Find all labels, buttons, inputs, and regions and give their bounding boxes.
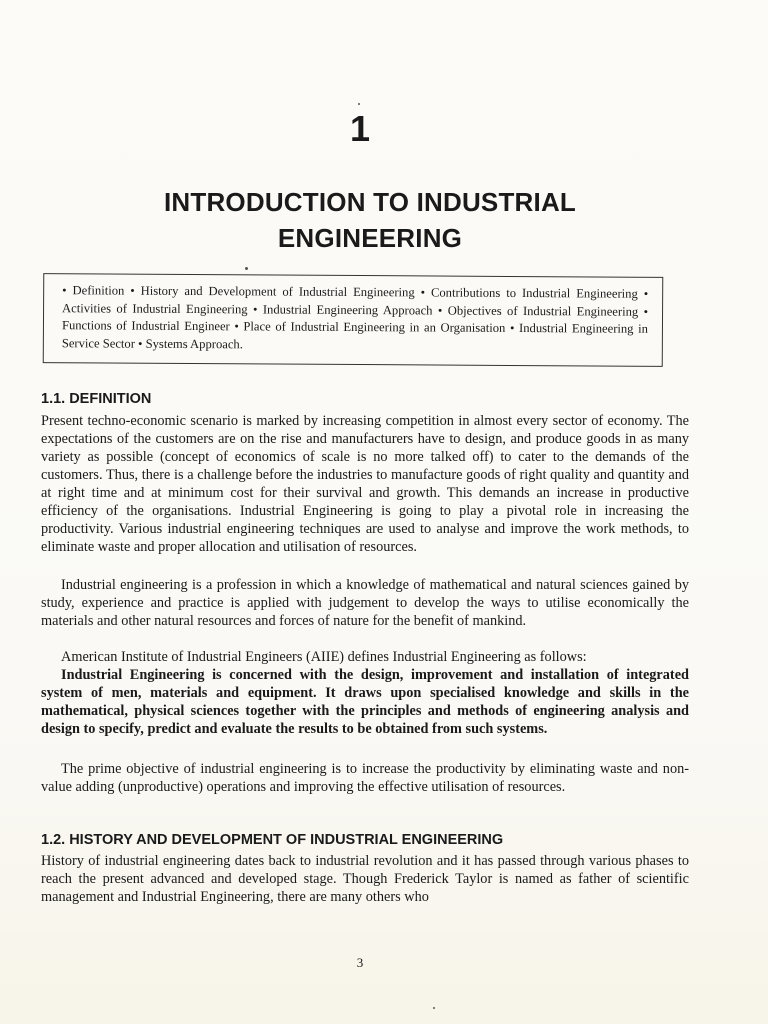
chapter-topics-box: • Definition • History and Development of Industrial Engineering • Contributions to Industrial Engineering • Activities of Industrial Engineering • Industrial Engineering Approach • Objectives of Industrial Engineering • Functions of Industrial Engineer • Place of Industrial Engineering in an Organisation • Industrial Engineering in Service Sector • Systems Approach. [43,273,664,367]
page-number: 3 [356,955,364,970]
paragraph-aiie-definition: Industrial Engineering is concerned with the design, improvement and installation of integrated system of men, materials and equipment. It draws upon specialised knowledge and skills in the mathematical, physical sciences together with the principles and methods of engineering analysis and design to specify, predict and evaluate the results to be obtained from such systems. [41,667,689,737]
scan-speck [433,1007,435,1009]
paragraph-profession: Industrial engineering is a profession in which a knowledge of mathematical and natural sciences gained by study, experience and practice is applied with judgement to develop the ways to utilise economically the materials and other natural resources and forces of nature for the benefit of mankind. [41,577,689,629]
chapter-title: INTRODUCTION TO INDUSTRIAL ENGINEERING [163,187,577,253]
paragraph-history: History of industrial engineering dates back to industrial revolution and it has passed through various phases to reach the present advanced and developed stage. Though Frederick Taylor is named as father of scientific management and Industrial Engineering, there are many others who [41,853,689,905]
scan-speck [358,103,360,105]
scan-speck [245,267,248,270]
paragraph-aiie-intro: American Institute of Industrial Engineers (AIIE) defines Industrial Engineering as follows: [61,649,587,665]
chapter-number: 1 [349,108,371,149]
paragraph-prime-objective: The prime objective of industrial engineering is to increase the productivity by eliminating waste and non-value adding (unproductive) operations and improving the effective utilisation of resources. [41,761,689,795]
section-heading-history: 1.2. HISTORY AND DEVELOPMENT OF INDUSTRIAL ENGINEERING [41,832,504,848]
paragraph-definition-intro: Present techno-economic scenario is marked by increasing competition in almost every sector of economy. The expectations of the customers are on the rise and manufacturers have to design, and produce goods in as many variety as possible (concept of economics of scale is no more talked off) to cater to the demands of the customers. Thus, there is a challenge before the industries to manufacture goods of right quality and quantity and at right time and at minimum cost for their survival and growth. This demands an increase in productive efficiency of the organisations. Industrial Engineering is going to play a pivotal role in increasing the productivity. Various industrial engineering techniques are used to analyse and improve the work methods, to eliminate waste and proper allocation and utilisation of resources. [41,413,689,555]
section-heading-definition: 1.1. DEFINITION [41,391,152,407]
